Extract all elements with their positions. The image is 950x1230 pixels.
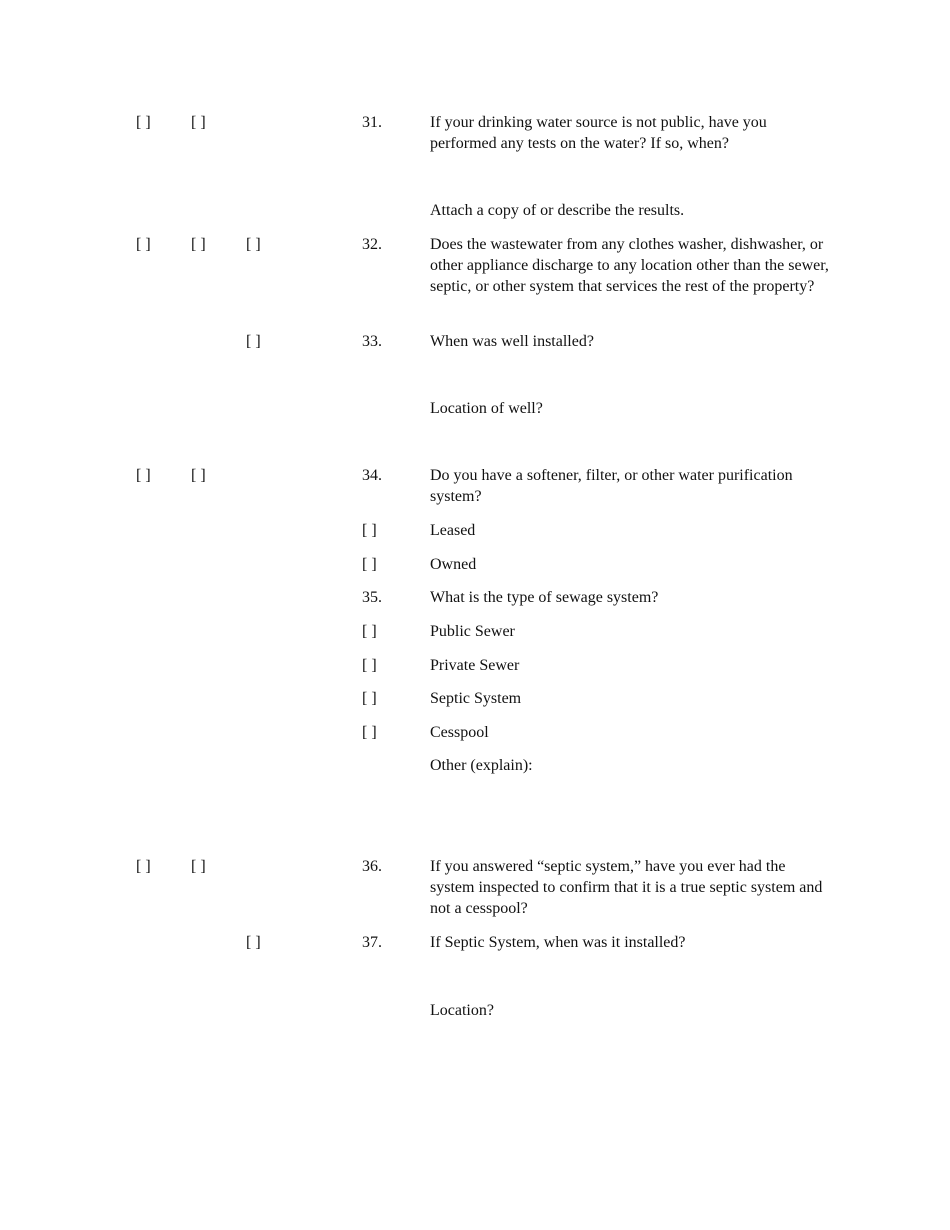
q32-yes-checkbox[interactable]: [ ] xyxy=(136,236,151,253)
q36-no-checkbox[interactable]: [ ] xyxy=(191,858,206,875)
q32-text: Does the wastewater from any clothes washer, dishwasher, or other appliance discharge to any location other than the sewer, septic, or other system that services the rest of the property? xyxy=(430,236,829,295)
q34-option-leased: Leased xyxy=(430,522,476,539)
q37-unknown-checkbox[interactable]: [ ] xyxy=(246,934,261,951)
q35-cesspool-checkbox[interactable]: [ ] xyxy=(362,724,377,741)
q33-number: 33. xyxy=(362,333,382,350)
q31-yes-checkbox[interactable]: [ ] xyxy=(136,114,151,131)
q34-no-checkbox[interactable]: [ ] xyxy=(191,467,206,484)
q31-number: 31. xyxy=(362,114,382,131)
q36-number: 36. xyxy=(362,858,382,875)
q36-yes-checkbox[interactable]: [ ] xyxy=(136,858,151,875)
q37-sub-text: Location? xyxy=(430,1002,494,1019)
q34-text: Do you have a softener, filter, or other water purification system? xyxy=(430,467,793,505)
q32-number: 32. xyxy=(362,236,382,253)
q35-septic-system-checkbox[interactable]: [ ] xyxy=(362,690,377,707)
q35-private-sewer-checkbox[interactable]: [ ] xyxy=(362,657,377,674)
q35-option-private-sewer: Private Sewer xyxy=(430,657,520,674)
q32-unknown-checkbox[interactable]: [ ] xyxy=(246,236,261,253)
q33-text: When was well installed? xyxy=(430,333,594,350)
q34-number: 34. xyxy=(362,467,382,484)
q37-text: If Septic System, when was it installed? xyxy=(430,934,686,951)
q36-text: If you answered “septic system,” have you ever had the system inspected to confirm that it is a true septic system and not a cesspool? xyxy=(430,858,823,917)
q35-public-sewer-checkbox[interactable]: [ ] xyxy=(362,623,377,640)
q34-option-owned: Owned xyxy=(430,556,477,573)
q35-number: 35. xyxy=(362,589,382,606)
q37-number: 37. xyxy=(362,934,382,951)
q35-option-public-sewer: Public Sewer xyxy=(430,623,515,640)
q35-option-septic-system: Septic System xyxy=(430,690,522,707)
q31-text: If your drinking water source is not public, have you performed any tests on the water? If so, when? xyxy=(430,114,767,152)
q34-yes-checkbox[interactable]: [ ] xyxy=(136,467,151,484)
q33-unknown-checkbox[interactable]: [ ] xyxy=(246,333,261,350)
q31-no-checkbox[interactable]: [ ] xyxy=(191,114,206,131)
q35-other-label: Other (explain): xyxy=(430,757,533,774)
q34-leased-checkbox[interactable]: [ ] xyxy=(362,522,377,539)
q34-owned-checkbox[interactable]: [ ] xyxy=(362,556,377,573)
q35-text: What is the type of sewage system? xyxy=(430,589,659,606)
q33-sub-text: Location of well? xyxy=(430,400,543,417)
q31-sub-text: Attach a copy of or describe the results. xyxy=(430,202,685,219)
q35-option-cesspool: Cesspool xyxy=(430,724,489,741)
q32-no-checkbox[interactable]: [ ] xyxy=(191,236,206,253)
